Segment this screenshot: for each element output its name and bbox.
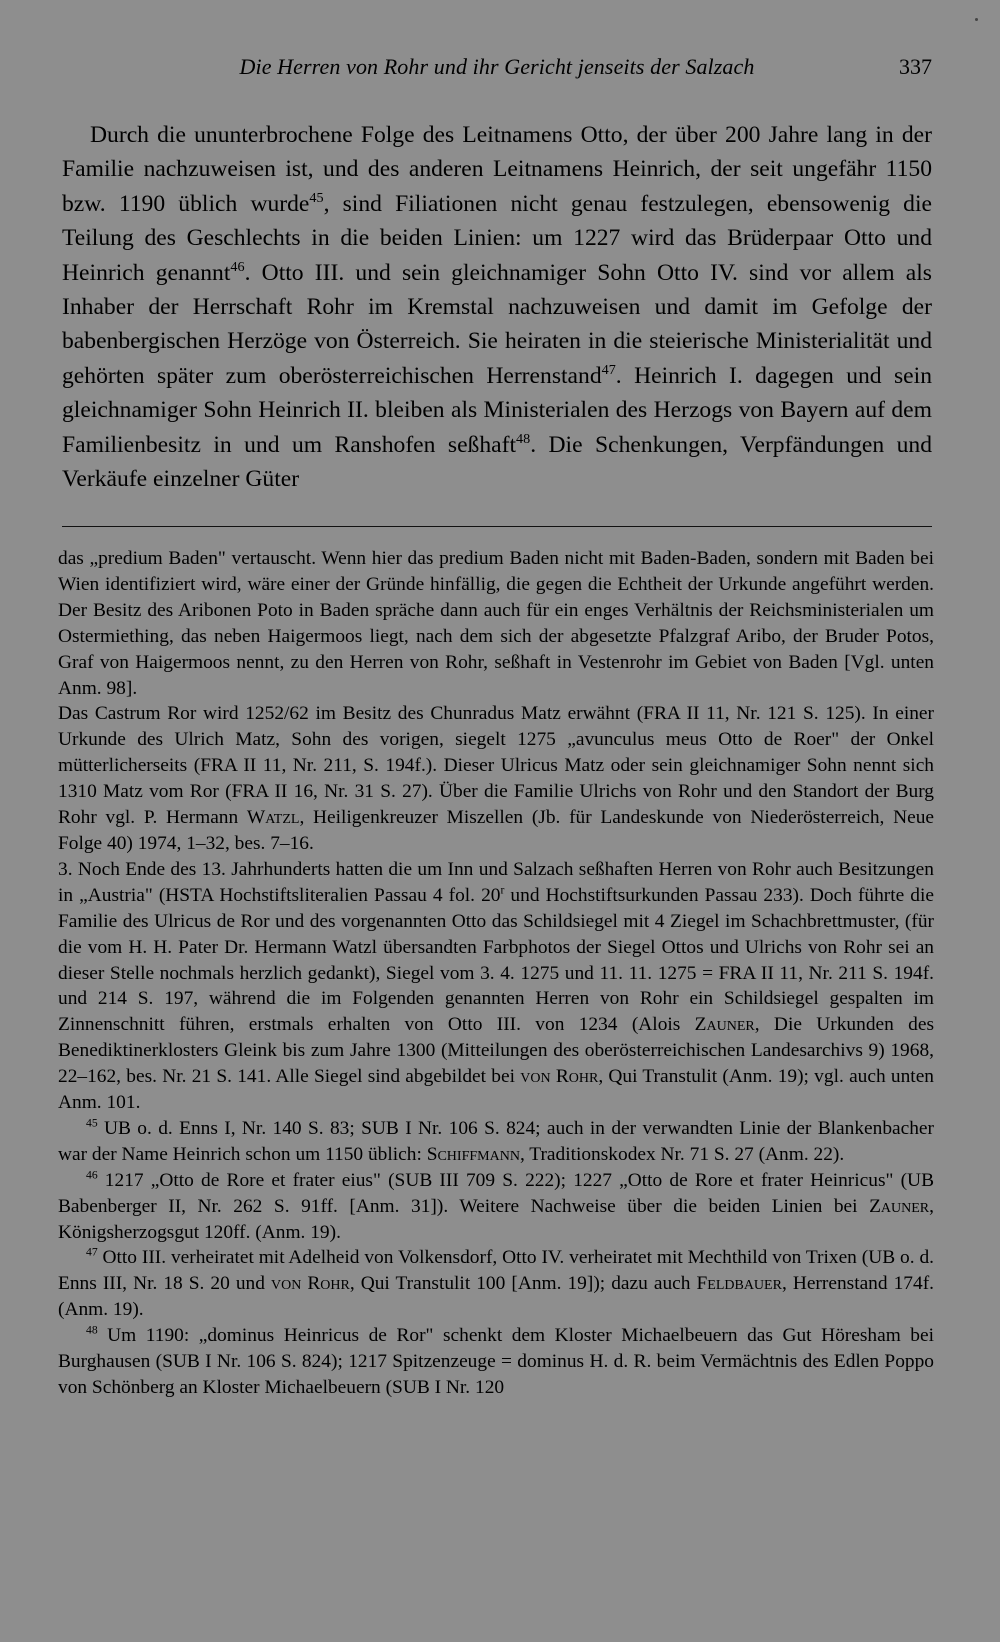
- footnote-number: 46: [86, 1168, 98, 1182]
- footnote-48: $^{48}$ Um 1190: „dominus Heinricus de Ror" schenkt dem Kloster Michaelbeuern das Gut Höresham bei Burghausen (SUB I Nr. 106 S. 824); 1217 Spitzenzeuge = dominus H. d. R. beim Vermächtnis des Edlen Poppo von Schönberg an Kloster Michaelbeuern (SUB I Nr. 120: [58, 1323, 934, 1398]
- footnote-separator: [62, 526, 932, 527]
- footnote-47: $^{47}$ Otto III. verheiratet mit Adelheid von Volkensdorf, Otto IV. verheiratet mit Mechthild von Trixen (UB o. d. Enns III, Nr. 18 S. 20 und von Rohr, Qui Transtulit 100 [Anm. 19]); dazu auch Feldbauer, Herrenstand 174f. (Anm. 19).: [58, 1246, 934, 1321]
- footnote-number: 48: [86, 1323, 98, 1337]
- running-header: [62, 54, 932, 86]
- main-text: [62, 118, 932, 496]
- author-name: von Rohr: [520, 1066, 599, 1088]
- footnote-continuation: Das Castrum Ror wird 1252/62 im Besitz des Chunradus Matz erwähnt (FRA II 11, Nr. 121 S. 125). In einer Urkunde des Ulrich Matz, Sohn des vorigen, siegelt 1275 „avunculus meus Otto de Roer" der Onkel mütterlicherseits (FRA II 11, Nr. 211, S. 194f.). Dieser Ulricus Matz oder sein gleichnamiger Sohn nennt sich 1310 Matz vom Ror (FRA II 16, Nr. 31 S. 27). Über die Familie Ulrichs von Rohr und den Standort der Burg Rohr vgl. P. Hermann Watzl, Heiligenkreuzer Miszellen (Jb. für Landeskunde von Niederösterreich, Neue Folge 40) 1974, 1–32, bes. 7–16.: [58, 703, 934, 854]
- scan-speck: [975, 18, 978, 21]
- running-title: Die Herren von Rohr und ihr Gericht jenseits der Salzach: [239, 54, 755, 79]
- page-number: 337: [899, 54, 932, 79]
- author-name: Feldbauer: [696, 1273, 782, 1295]
- footnote-ref[interactable]: 45: [309, 189, 324, 206]
- body-paragraph: Durch die ununterbrochene Folge des Leitnamens Otto, der über 200 Jahre lang in der Familie nachzuweisen ist, und des anderen Leitnamens Heinrich, der seit ungefähr 1150 bzw. 1190 üblich wurde$^{45}$, sind Filiationen nicht genau festzulegen, ebensowenig die Teilung des Geschlechts in die beiden Linien: um 1227 wird das Brüderpaar Otto und Heinrich genannt$^{46}$. Otto III. und sein gleichnamiger Sohn Otto IV. sind vor allem als Inhaber der Herrschaft Rohr im Kremstal nachzuweisen und damit im Gefolge der babenbergischen Herzöge von Österreich. Sie heiraten in die steierische Ministerialität und gehörten später zum oberösterreichischen Herrenstand$^{47}$. Heinrich I. dagegen und sein gleichnamiger Sohn Heinrich II. bleiben als Ministerialen des Herzogs von Bayern auf dem Familienbesitz in und um Ranshofen seßhaft$^{48}$. Die Schenkungen, Verpfändungen und Verkäufe einzelner Güter: [62, 122, 933, 493]
- author-name: Schiffmann: [426, 1143, 520, 1165]
- footnote-continuation: das „predium Baden" vertauscht. Wenn hier das predium Baden nicht mit Baden-Baden, sondern mit Baden bei Wien identifiziert wird, wäre einer der Gründe hinfällig, die gegen die Echtheit der Urkunde angeführt werden. Der Besitz des Aribonen Poto in Baden spräche dann auch für ein enges Verhältnis der Reichsministerialen um Ostermiething, das neben Haigermoos liegt, nach dem sich der abgesetzte Pfalzgraf Aribo, der Bruder Potos, Graf von Haigermoos nennt, zu den Herren von Rohr, seßhaft in Vestenrohr im Gebiet von Baden [Vgl. unten Anm. 98].: [58, 548, 934, 699]
- footnotes: [58, 546, 934, 1401]
- footnote-ref[interactable]: 47: [601, 361, 616, 378]
- author-name: von Rohr: [270, 1273, 350, 1295]
- footnote-number: 45: [86, 1116, 98, 1130]
- footnote-continuation: 3. Noch Ende des 13. Jahrhunderts hatten die um Inn und Salzach seßhaften Herren von Rohr auch Besitzungen in „Austria" (HSTA Hochstiftsliteralien Passau 4 fol. 20$^r$ und Hochstiftsurkunden Passau 233). Doch führte die Familie des Ulricus de Ror und des vorgenannten Otto das Schildsiegel mit 4 Ziegel im Schachbrettmuster, (für die vom H. H. Pater Dr. Hermann Watzl übersandten Farbphotos der Siegel Ottos und Ulrichs von Rohr sei an dieser Stelle nochmals herzlich gedankt), Siegel vom 3. 4. 1275 und 11. 11. 1275 = FRA II 11, Nr. 211 S. 194f. und 214 S. 197, während die im Folgenden genannten Herren von Rohr ein Schildsiegel gespalten im Zinnenschnitt führen, erstmals erhalten von Otto III. von 1234 (Alois Zauner, Die Urkunden des Benediktinerklosters Gleink bis zum Jahre 1300 (Mitteilungen des oberösterreichischen Landesarchivs 9) 1968, 22–162, bes. Nr. 21 S. 141. Alle Siegel sind abgebildet bei von Rohr, Qui Transtulit (Anm. 19); vgl. auch unten Anm. 101.: [58, 858, 935, 1114]
- author-name: Watzl: [246, 807, 300, 829]
- footnote-45: $^{45}$ UB o. d. Enns I, Nr. 140 S. 83; SUB I Nr. 106 S. 824; auch in der verwandten Linie der Blankenbacher war der Name Heinrich schon um 1150 üblich: Schiffmann, Traditionskodex Nr. 71 S. 27 (Anm. 22).: [58, 1116, 934, 1165]
- author-name: Zauner: [869, 1195, 930, 1217]
- footnote-ref[interactable]: 48: [516, 430, 531, 447]
- author-name: Zauner: [694, 1014, 755, 1036]
- footnote-46: $^{46}$ 1217 „Otto de Rore et frater eius" (SUB III 709 S. 222); 1227 „Otto de Rore et frater Heinricus" (UB Babenberger II, Nr. 262 S. 91ff. [Anm. 31]). Weitere Nachweise über die beiden Linien bei Zauner, Königsherzogsgut 120ff. (Anm. 19).: [58, 1168, 934, 1243]
- footnote-ref[interactable]: 46: [230, 258, 245, 275]
- footnote-number: 47: [86, 1246, 98, 1259]
